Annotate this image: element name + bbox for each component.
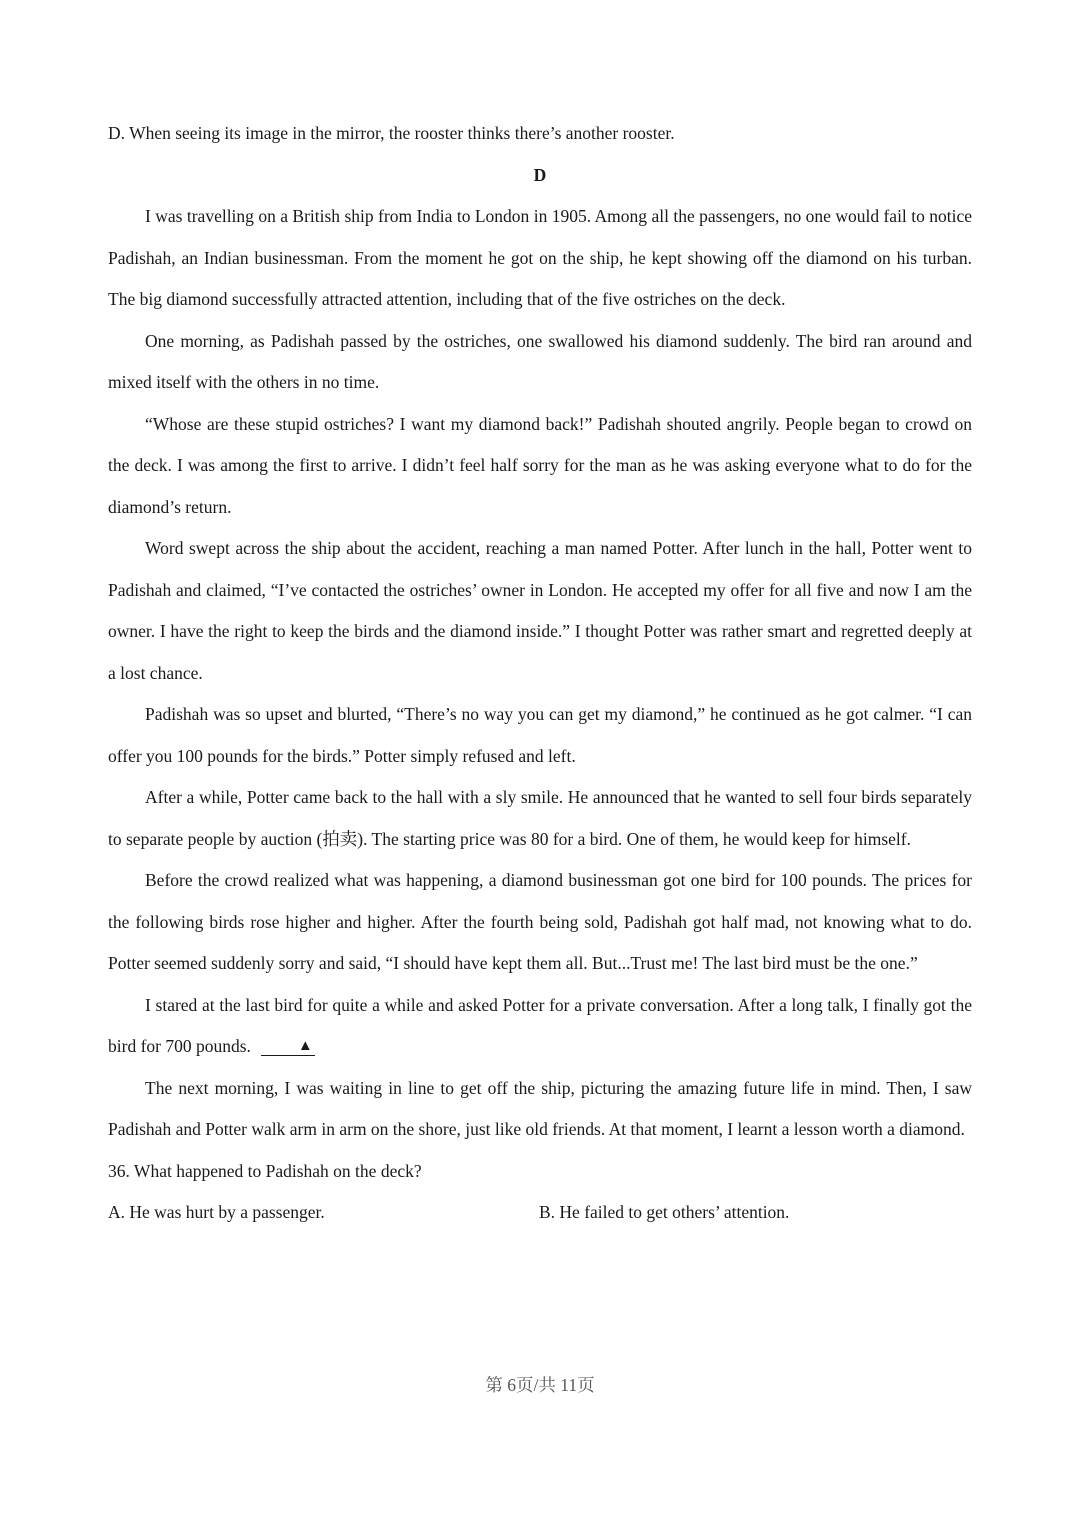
previous-question-option-d: D. When seeing its image in the mirror, the rooster thinks there’s another rooster. — [108, 123, 675, 143]
passage-title: D — [533, 164, 547, 185]
passage-paragraph: One morning, as Padishah passed by the ostriches, one swallowed his diamond suddenly. The bird ran around and mixed itself with the others in no time. — [108, 330, 972, 392]
option-a: A. He was hurt by a passenger. — [108, 1202, 325, 1222]
passage-paragraph-with-blank — [108, 985, 972, 1068]
question-options — [108, 1192, 972, 1234]
passage-paragraph: After a while, Potter came back to the hall with a sly smile. He announced that he wanted to sell four birds separately to separate people by auction (拍卖). The starting price was 80 for a bird. One of them, he would keep for himself. — [108, 787, 972, 849]
option-b: B. He failed to get others’ attention. — [539, 1202, 790, 1222]
passage-paragraph: Before the crowd realized what was happening, a diamond businessman got one bird for 100 pounds. The prices for the following birds rose higher and higher. After the fourth being sold, Padishah got half mad, not knowing what to do. Potter seemed suddenly sorry and said, “I should have kept them all. But...Trust me! The last bird must be the one.” — [108, 870, 972, 973]
answer-blank: ▲ — [261, 1037, 315, 1056]
passage-paragraph: I was travelling on a British ship from India to London in 1905. Among all the passengers, no one would fail to notice Padishah, an Indian businessman. From the moment he got on the ship, he kept showing off the diamond on his turban. The big diamond successfully attracted attention, including that of the five ostriches on the deck. — [108, 206, 972, 309]
page-number-footer: 第 6页/共 11页 — [485, 1375, 595, 1395]
passage-paragraph: Word swept across the ship about the accident, reaching a man named Potter. After lunch in the hall, Potter went to Padishah and claimed, “I’ve contacted the ostriches’ owner in London. He accepted my offer for all five and now I am the owner. I have the right to keep the birds and the diamond inside.” I thought Potter was rather smart and regretted deeply at a lost chance. — [108, 538, 972, 683]
passage-paragraph: The next morning, I was waiting in line to get off the ship, picturing the amazing future life in mind. Then, I saw Padishah and Potter walk arm in arm on the shore, just like old friends. At that moment, I learnt a lesson worth a diamond. — [108, 1077, 972, 1139]
passage-paragraph: Padishah was so upset and blurted, “There’s no way you can get my diamond,” he continued as he got calmer. “I can offer you 100 pounds for the birds.” Potter simply refused and left. — [108, 704, 972, 766]
page-content — [108, 113, 972, 1234]
paragraph-text: I stared at the last bird for quite a while and asked Potter for a private conversation. After a long talk, I finally got the bird for 700 pounds. — [108, 994, 972, 1056]
question-stem: 36. What happened to Padishah on the deck? — [108, 1160, 422, 1181]
passage-paragraph: “Whose are these stupid ostriches? I want my diamond back!” Padishah shouted angrily. People began to crowd on the deck. I was among the first to arrive. I didn’t feel half sorry for the man as he was asking everyone what to do for the diamond’s return. — [108, 413, 972, 517]
